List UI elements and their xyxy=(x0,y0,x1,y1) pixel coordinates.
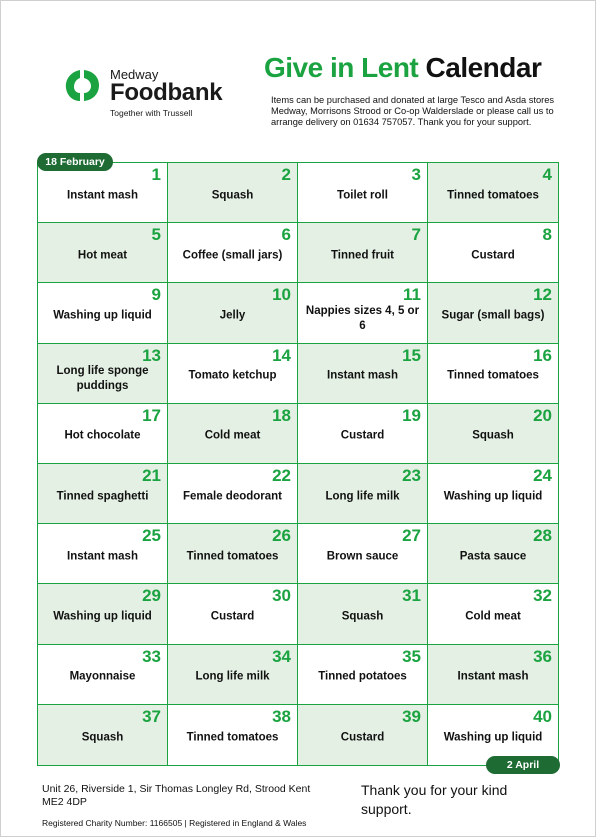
calendar-cell xyxy=(168,464,298,524)
calendar-cell xyxy=(168,223,298,283)
calendar-item-label: Sugar (small bags) xyxy=(441,309,545,322)
calendar-item-label: Tinned fruit xyxy=(330,249,395,262)
calendar-item-label: Toilet roll xyxy=(337,189,388,202)
calendar-item-label: Long life sponge puddings xyxy=(56,365,149,393)
calendar-day-number: 32 xyxy=(533,586,552,606)
calendar-day-number: 40 xyxy=(533,706,552,726)
calendar-cell xyxy=(298,584,428,644)
address-text: Unit 26, Riverside 1, Sir Thomas Longley Rd, Strood Kent ME2 4DP xyxy=(42,783,311,808)
calendar-day-number: 9 xyxy=(151,285,161,305)
foodbank-logo-icon xyxy=(62,66,106,106)
calendar-day-number: 35 xyxy=(402,646,421,666)
calendar-item-label: Long life milk xyxy=(325,490,400,503)
calendar-cell xyxy=(38,464,168,524)
calendar-cell xyxy=(298,163,428,223)
calendar-day-number: 20 xyxy=(533,405,552,425)
calendar-cell xyxy=(168,283,298,343)
logo-tagline: Together with Trussell xyxy=(110,108,193,118)
calendar-day-number: 29 xyxy=(142,586,161,606)
calendar-day-number: 23 xyxy=(402,466,421,485)
calendar-item-label: Instant mash xyxy=(67,189,138,202)
thanks-text: Thank you for your kind support. xyxy=(361,782,508,817)
calendar-cell xyxy=(298,223,428,283)
calendar-item-label: Washing up liquid xyxy=(443,731,543,744)
calendar-cell xyxy=(168,404,298,464)
calendar-cell xyxy=(38,705,168,765)
calendar-day-number: 12 xyxy=(533,285,552,305)
page-title xyxy=(264,52,541,84)
calendar-item-label: Custard xyxy=(340,429,385,442)
calendar-day-number: 15 xyxy=(402,345,421,365)
calendar-cell xyxy=(428,524,558,584)
calendar-cell xyxy=(428,404,558,464)
calendar-day-number: 6 xyxy=(281,225,291,245)
calendar-day-number: 3 xyxy=(411,165,421,184)
calendar-day-number: 39 xyxy=(402,706,421,726)
calendar-cell xyxy=(298,283,428,343)
calendar-cell xyxy=(298,404,428,464)
charity-text: Registered Charity Number: 1166505 | Registered in England & Wales xyxy=(42,818,307,828)
calendar-day-number: 19 xyxy=(402,405,421,425)
calendar-day-number: 28 xyxy=(533,526,552,546)
calendar-day-number: 7 xyxy=(411,225,421,245)
calendar-item-label: Tinned tomatoes xyxy=(447,369,539,382)
calendar-cell xyxy=(298,645,428,705)
calendar-item-label: Custard xyxy=(210,610,255,623)
calendar-cell xyxy=(38,283,168,343)
calendar-day-number: 11 xyxy=(403,285,421,305)
calendar-grid xyxy=(37,162,559,766)
calendar-day-number: 17 xyxy=(142,405,161,425)
intro-text: Items can be purchased and donated at large Tesco and Asda stores Medway, Morrisons Strood or Co-op Walderslade or please call us to arrange delivery on 01634 757057. Thank you for your support. xyxy=(271,95,555,127)
calendar-item-label: Custard xyxy=(471,249,515,262)
calendar-cell xyxy=(298,344,428,404)
calendar-cell xyxy=(428,464,558,524)
calendar-day-number: 10 xyxy=(272,285,291,305)
calendar-day-number: 31 xyxy=(402,586,421,606)
calendar-cell xyxy=(298,705,428,765)
calendar-cell xyxy=(38,223,168,283)
calendar-day-number: 14 xyxy=(272,345,291,365)
calendar-day-number: 25 xyxy=(142,526,161,546)
calendar-day-number: 8 xyxy=(542,225,552,245)
foodbank-logo xyxy=(62,66,237,122)
calendar-day-number: 24 xyxy=(533,466,552,485)
calendar-item-label: Pasta sauce xyxy=(459,550,527,563)
calendar-cell xyxy=(428,283,558,343)
end-date-badge: 2 April xyxy=(486,756,560,774)
calendar-day-number: 26 xyxy=(272,526,291,546)
calendar-item-label: Tinned tomatoes xyxy=(186,550,279,563)
calendar-item-label: Squash xyxy=(211,189,254,202)
calendar-cell xyxy=(298,464,428,524)
calendar-cell xyxy=(168,524,298,584)
calendar-cell xyxy=(168,705,298,765)
calendar-day-number: 38 xyxy=(272,706,291,726)
calendar-item-label: Hot meat xyxy=(77,249,128,262)
logo-medway-text: Medway xyxy=(110,67,159,82)
calendar-item-label: Mayonnaise xyxy=(69,670,136,683)
calendar-day-number: 18 xyxy=(272,405,291,425)
calendar-cell xyxy=(428,584,558,644)
calendar-item-label: Instant mash xyxy=(327,369,398,382)
calendar-cell xyxy=(298,524,428,584)
calendar-day-number: 4 xyxy=(542,165,552,184)
calendar-item-label: Jelly xyxy=(219,309,246,322)
calendar-item-label: Washing up liquid xyxy=(53,610,152,623)
calendar-item-label: Coffee (small jars) xyxy=(182,249,283,262)
calendar-item-label: Female deodorant xyxy=(182,490,283,503)
calendar-day-number: 22 xyxy=(272,466,291,485)
calendar-item-label: Nappies sizes 4, 5 or 6 xyxy=(305,304,420,332)
calendar-day-number: 36 xyxy=(533,646,552,666)
calendar-item-label: Cold meat xyxy=(465,610,521,623)
calendar-item-label: Custard xyxy=(340,731,385,744)
calendar-day-number: 5 xyxy=(151,225,161,245)
calendar-cell xyxy=(38,645,168,705)
calendar-item-label: Washing up liquid xyxy=(443,490,543,503)
calendar-day-number: 37 xyxy=(142,706,161,726)
calendar-item-label: Squash xyxy=(472,429,514,442)
calendar-item-label: Brown sauce xyxy=(326,550,399,563)
calendar-day-number: 27 xyxy=(402,526,421,546)
calendar-cell xyxy=(168,163,298,223)
calendar-day-number: 16 xyxy=(533,345,552,365)
calendar-item-label: Tomato ketchup xyxy=(188,369,277,382)
calendar-day-number: 33 xyxy=(142,646,161,666)
calendar-cell xyxy=(428,163,558,223)
calendar-item-label: Washing up liquid xyxy=(53,309,152,322)
calendar-cell xyxy=(38,524,168,584)
calendar-item-label: Tinned potatoes xyxy=(318,670,407,683)
calendar-cell xyxy=(428,645,558,705)
calendar-item-label: Cold meat xyxy=(204,429,261,442)
calendar-day-number: 1 xyxy=(151,165,161,184)
start-date-badge: 18 February xyxy=(37,153,113,171)
title-black-part: Calendar xyxy=(425,52,542,83)
calendar-day-number: 21 xyxy=(142,466,161,485)
calendar-cell xyxy=(38,163,168,223)
calendar-item-label: Hot chocolate xyxy=(64,429,141,442)
calendar-cell xyxy=(168,645,298,705)
calendar-cell xyxy=(428,223,558,283)
calendar-day-number: 13 xyxy=(142,345,161,365)
calendar-item-label: Instant mash xyxy=(67,550,138,563)
calendar-item-label: Tinned spaghetti xyxy=(56,490,149,503)
calendar-item-label: Squash xyxy=(81,731,124,744)
calendar-cell xyxy=(168,584,298,644)
calendar-item-label: Tinned tomatoes xyxy=(186,731,279,744)
calendar-day-number: 2 xyxy=(281,165,291,184)
calendar-day-number: 34 xyxy=(272,646,291,666)
logo-foodbank-text: Foodbank xyxy=(110,79,223,106)
calendar-cell xyxy=(38,344,168,404)
calendar-cell xyxy=(38,584,168,644)
calendar-cell xyxy=(38,404,168,464)
title-green-part: Give in Lent xyxy=(264,52,419,83)
calendar-cell xyxy=(168,344,298,404)
calendar-day-number: 30 xyxy=(272,586,291,606)
calendar-item-label: Instant mash xyxy=(457,670,529,683)
calendar-cell xyxy=(428,344,558,404)
calendar-item-label: Tinned tomatoes xyxy=(447,189,539,202)
calendar-item-label: Squash xyxy=(341,610,384,623)
calendar-item-label: Long life milk xyxy=(195,670,270,683)
